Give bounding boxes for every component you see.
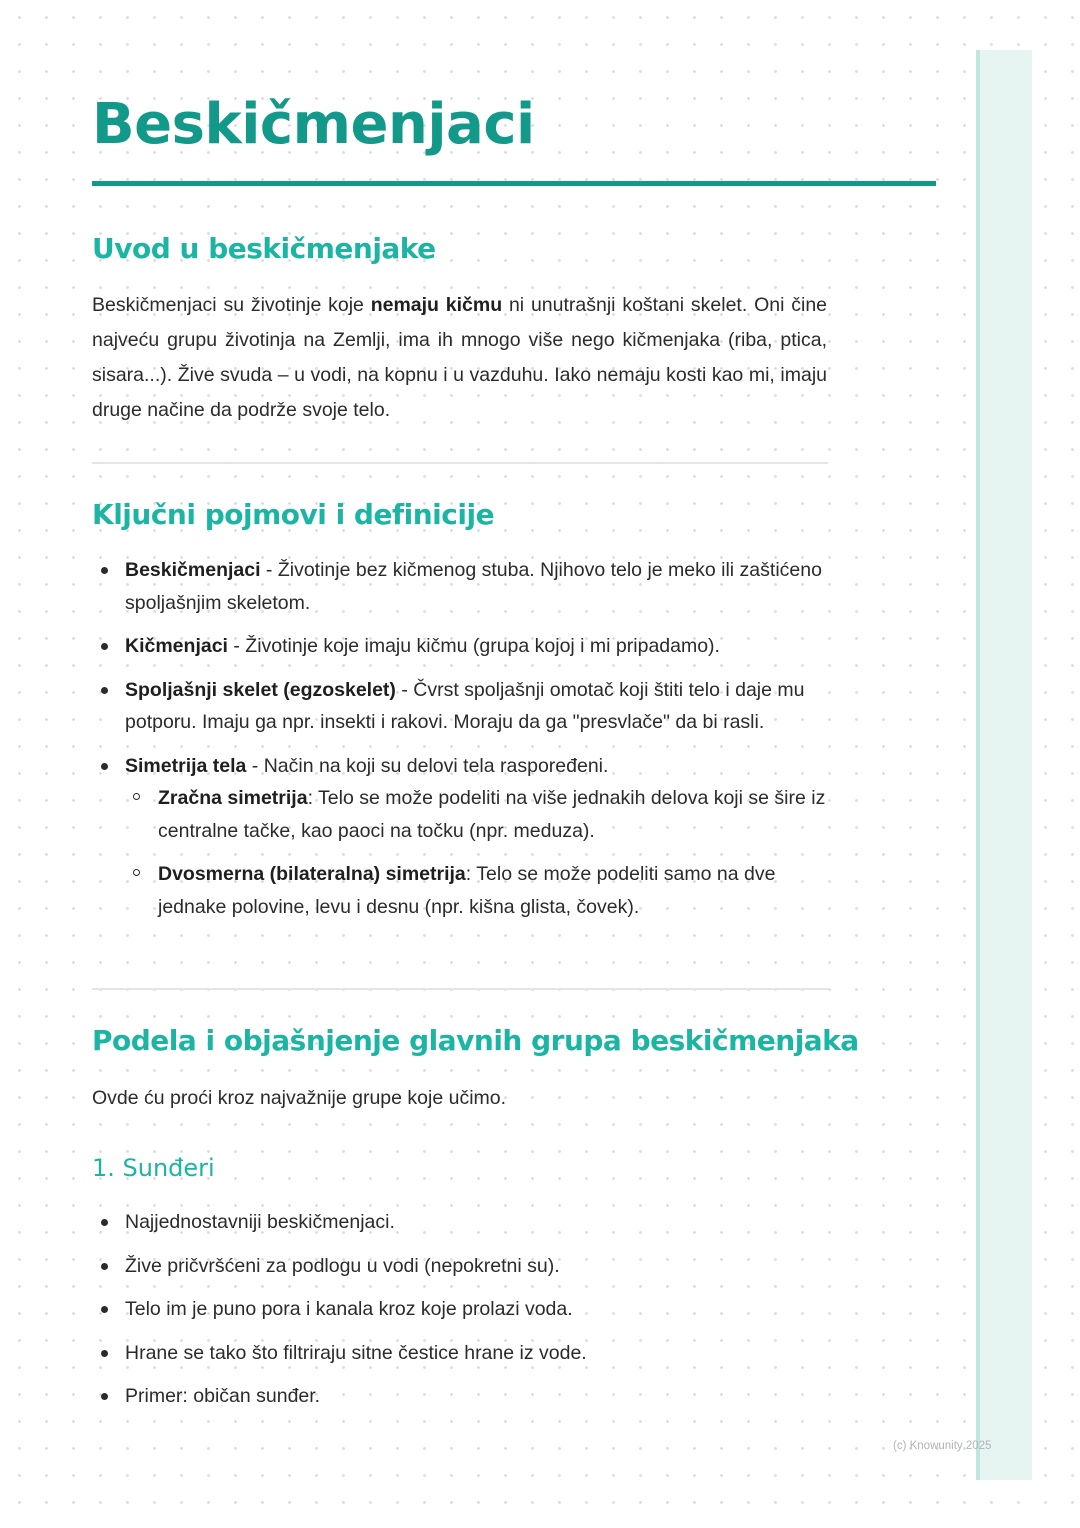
sponge-fact: Primer: običan sunđer.	[92, 1380, 827, 1413]
definition-term: Simetrija tela	[125, 754, 247, 777]
page-title: Beskičmenjaci	[92, 92, 535, 157]
definition-term: Beskičmenjaci	[125, 559, 261, 581]
symmetry-term: Dvosmerna (bilateralna) simetrija	[158, 863, 466, 885]
section-divider	[92, 988, 828, 990]
symmetry-item	[125, 858, 827, 923]
section-heading-groups: Podela i objašnjenje glavnih grupa beskičmenjaka	[92, 1024, 859, 1057]
symmetry-term: Zračna simetrija	[158, 787, 308, 809]
symmetry-text: : Telo se može podeliti samo na dve jednake polovine, levu i desnu (npr. kišna glista, čovek).	[158, 863, 776, 918]
symmetry-sublist	[125, 782, 827, 923]
definition-term: Kičmenjaci	[125, 635, 228, 657]
sponge-fact: Hrane se tako što filtriraju sitne čestice hrane iz vode.	[92, 1337, 827, 1370]
definition-item	[92, 630, 827, 663]
symmetry-item	[125, 782, 827, 847]
title-underline	[92, 181, 936, 186]
page-side-margin	[976, 50, 1032, 1480]
section-heading-intro: Uvod u beskičmenjake	[92, 232, 436, 265]
definitions-list	[92, 554, 827, 923]
definition-item	[92, 554, 827, 619]
intro-text-end: ni unutrašnji koštani skelet. Oni čine najveću grupu životinja na Zemlji, ima ih mnogo više nego kičmenjaka (riba, ptica, sisara...). Žive svuda – u vodi, na kopnu i u vazduhu. Iako nemaju kosti kao mi, imaju druge načine da podrže svoje telo.	[92, 294, 828, 421]
copyright-footer: (c) Knowunity 2025	[893, 1440, 992, 1452]
definition-text: - Način na koji su delovi tela raspoređeni.	[246, 754, 609, 777]
definition-text: - Životinje bez kičmenog stuba. Njihovo telo je meko ili zaštićeno spoljašnjim skeletom.	[125, 559, 822, 614]
sponge-fact: Telo im je puno pora i kanala kroz koje prolazi voda.	[92, 1293, 827, 1326]
intro-text-start: Beskičmenjaci su životinje koje	[92, 294, 371, 316]
groups-intro: Ovde ću proći kroz najvažnije grupe koje učimo.	[92, 1087, 507, 1109]
symmetry-text: : Telo se može podeliti na više jednakih delova koji se šire iz centralne tačke, kao paoci na točku (npr. meduza).	[158, 787, 826, 842]
intro-paragraph	[92, 288, 827, 428]
intro-text-bold: nemaju kičmu	[370, 294, 503, 316]
sponge-fact: Najjednostavniji beskičmenjaci.	[92, 1206, 827, 1239]
definition-text: - Čvrst spoljašnji omotač koji štiti telo i daje mu potporu. Imaju ga npr. insekti i rakovi. Moraju da ga "presvlače" da bi rasli.	[125, 678, 805, 733]
sponges-list	[92, 1206, 827, 1413]
section-heading-definitions: Ključni pojmovi i definicije	[92, 498, 495, 531]
definition-item	[92, 674, 827, 739]
section-divider	[92, 462, 828, 464]
definition-text: - Životinje koje imaju kičmu (grupa kojoj i mi pripadamo).	[227, 635, 720, 657]
definition-term: Spoljašnji skelet (egzoskelet)	[125, 678, 396, 701]
sponge-fact: Žive pričvršćeni za podlogu u vodi (nepokretni su).	[92, 1250, 827, 1283]
definition-item	[92, 750, 827, 924]
subheading-sponges: 1. Sunđeri	[92, 1154, 215, 1182]
